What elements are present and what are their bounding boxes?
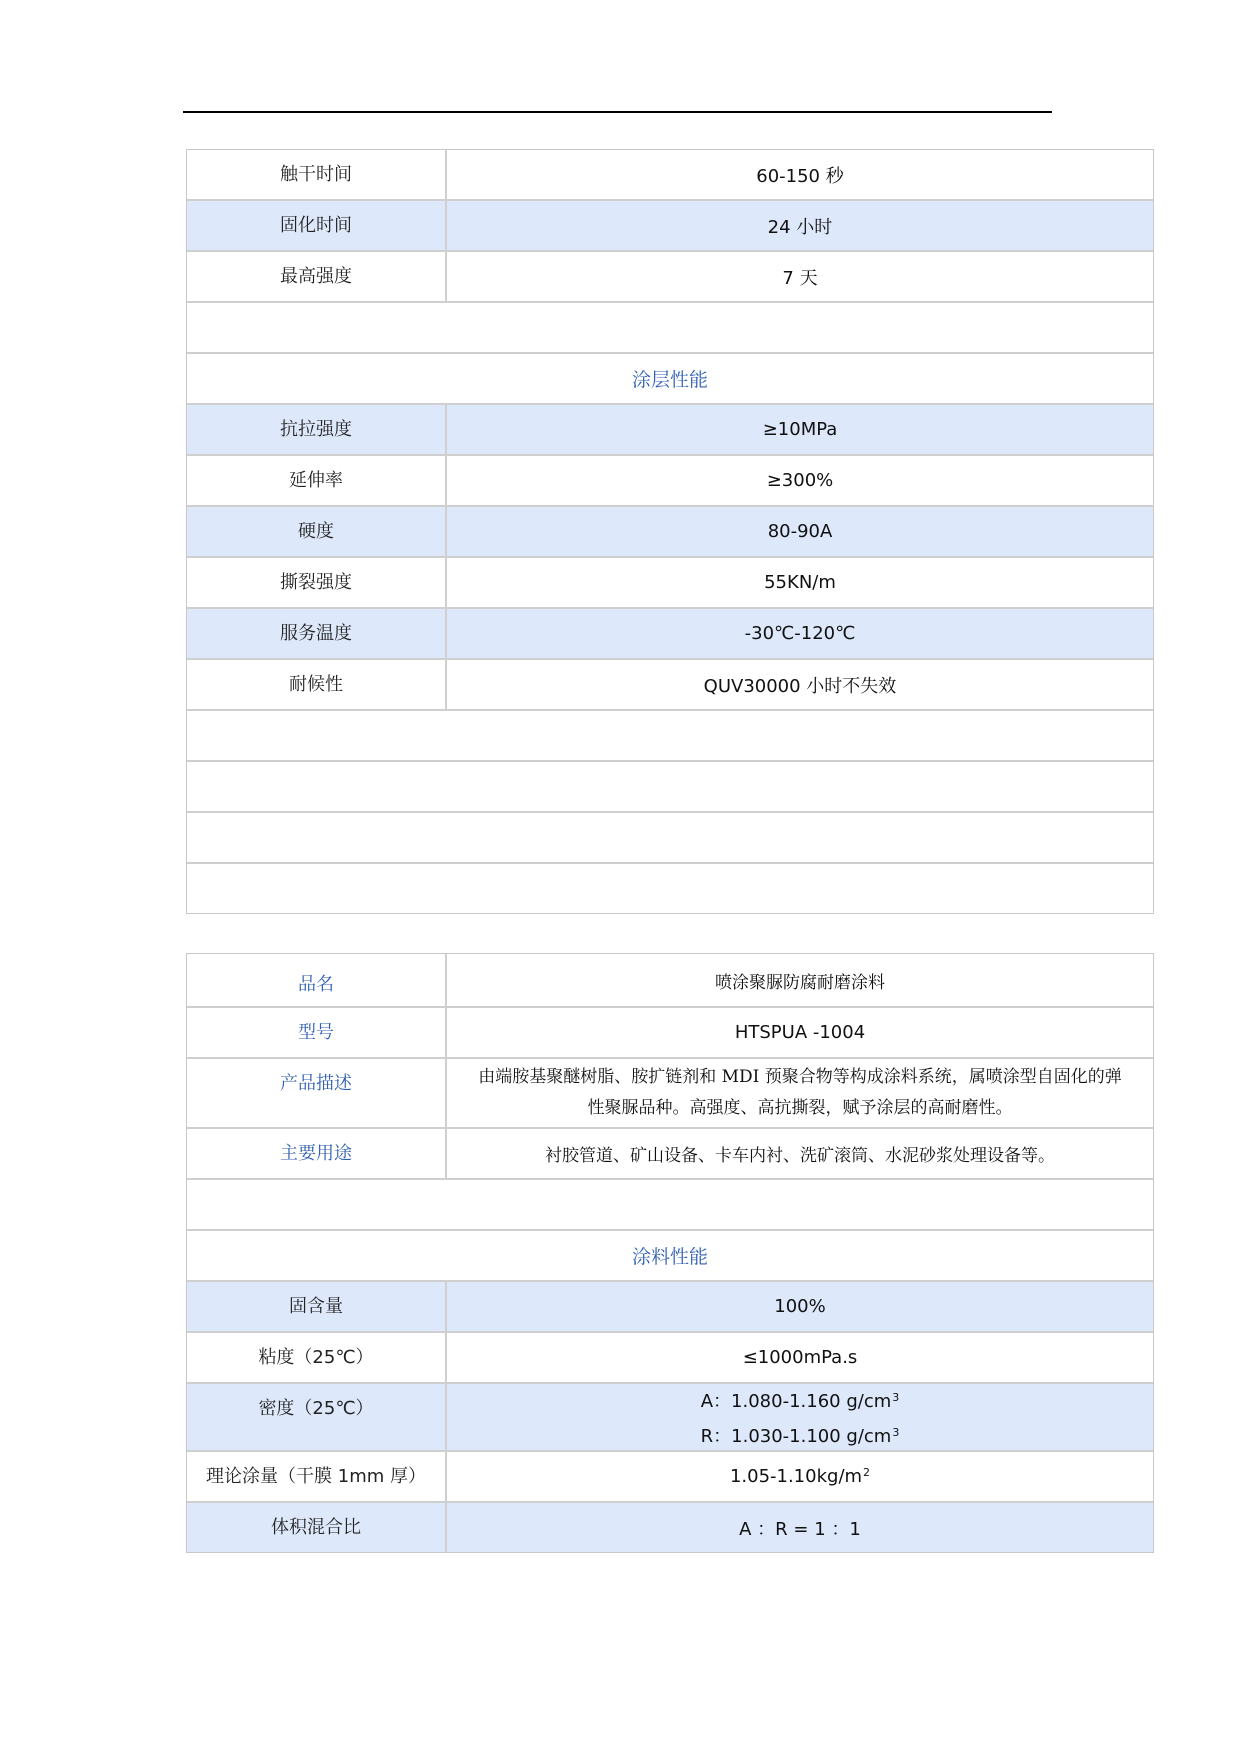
density-a-value: A：1.080-1.160 $g/cm^3$ <box>700 1391 900 1412</box>
row-label: 硬度 <box>187 507 447 556</box>
row-label: 固含量 <box>187 1282 447 1331</box>
row-value: 60-150 秒 <box>756 165 844 187</box>
product-name-value: 喷涂聚脲防腐耐磨涂料 <box>715 972 885 993</box>
table-row <box>187 1503 1153 1552</box>
section-header-row <box>187 1231 1153 1282</box>
row-value: A ：R = 1 ：1 <box>739 1518 861 1540</box>
usage-label: 主要用途 <box>187 1129 447 1178</box>
row-value: ≤1000mPa.s <box>742 1347 858 1368</box>
table-row <box>187 1282 1153 1333</box>
row-value: 7 天 <box>782 267 818 289</box>
cure-and-coating-properties-table <box>186 149 1154 914</box>
row-value: ≥10MPa <box>762 419 838 440</box>
table-row <box>187 954 1153 1008</box>
table-row <box>187 558 1153 609</box>
row-label: 抗拉强度 <box>187 405 447 454</box>
product-name-label: 品名 <box>187 954 447 1006</box>
usage-value: 衬胶管道、矿山设备、卡车内衬、洗矿滚筒、水泥砂浆处理设备等。 <box>545 1146 1055 1166</box>
row-label: 体积混合比 <box>187 1503 447 1552</box>
table-row <box>187 1452 1153 1503</box>
row-value: QUV30000 小时不失效 <box>703 675 897 697</box>
row-label: 耐候性 <box>187 660 447 709</box>
row-label: 服务温度 <box>187 609 447 658</box>
density-r-value: R：1.030-1.100 $g/cm^3$ <box>700 1426 900 1447</box>
table-row <box>187 201 1153 252</box>
coating-performance-heading: 涂层性能 <box>631 369 708 391</box>
table-row <box>187 609 1153 660</box>
model-label: 型号 <box>187 1008 447 1057</box>
table-row <box>187 405 1153 456</box>
row-value: 24 小时 <box>767 216 833 238</box>
row-value: 80-90A <box>767 521 833 542</box>
table-row <box>187 507 1153 558</box>
table-row <box>187 1008 1153 1059</box>
table-row <box>187 1333 1153 1384</box>
description-label: 产品描述 <box>187 1059 447 1127</box>
row-label: 撕裂强度 <box>187 558 447 607</box>
row-value: 55KN/m <box>764 572 836 593</box>
table-row <box>187 252 1153 303</box>
row-value: ≥300% <box>766 470 834 491</box>
empty-row <box>187 711 1153 762</box>
row-label: 延伸率 <box>187 456 447 505</box>
table-row <box>187 150 1153 201</box>
empty-row <box>187 762 1153 813</box>
row-value: -30℃-120℃ <box>744 623 856 644</box>
empty-row <box>187 813 1153 864</box>
empty-row <box>187 303 1153 354</box>
table-row <box>187 456 1153 507</box>
empty-cell <box>187 303 1153 352</box>
row-label: 触干时间 <box>187 150 447 199</box>
row-label: 理论涂量（干膜 1mm 厚） <box>187 1452 447 1501</box>
row-label: 粘度（25℃） <box>187 1333 447 1382</box>
description-line: 性聚脲品种。高强度、高抗撕裂，赋予涂层的高耐磨性。 <box>587 1098 1013 1118</box>
empty-row <box>187 1180 1153 1231</box>
row-label: 最高强度 <box>187 252 447 301</box>
table-row <box>187 660 1153 711</box>
coating-material-performance-heading: 涂料性能 <box>631 1246 708 1268</box>
product-info-table <box>186 953 1154 1553</box>
header-rule <box>183 111 1052 113</box>
empty-row <box>187 864 1153 913</box>
row-label: 固化时间 <box>187 201 447 250</box>
table-row <box>187 1384 1153 1452</box>
description-line: 由端胺基聚醚树脂、胺扩链剂和 MDI 预聚合物等构成涂料系统，属喷涂型自固化的弹 <box>478 1067 1122 1087</box>
table-row <box>187 1129 1153 1180</box>
section-header-row <box>187 354 1153 405</box>
table-row <box>187 1059 1153 1129</box>
row-value: 100% <box>774 1296 826 1317</box>
row-label: 密度（25℃） <box>187 1384 447 1450</box>
model-value: HTSPUA -1004 <box>734 1022 866 1043</box>
coverage-value: $1.05-1.10kg/m^2$ <box>729 1466 871 1487</box>
